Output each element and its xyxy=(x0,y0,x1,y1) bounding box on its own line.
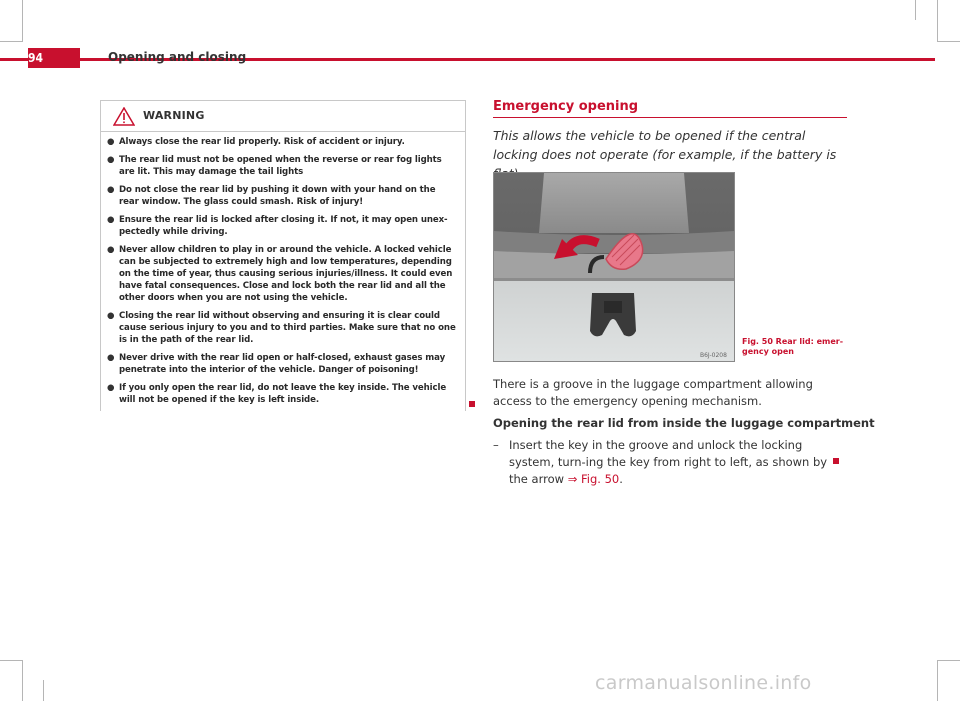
section-intro: This allows the vehicle to be opened if the central locking does not operate (for example, if the battery is xyxy=(493,128,837,162)
list-item: ● Never drive with the rear lid open or half-closed, exhaust gases may penetrate into the interior of the vehicle. Danger of poisoning! xyxy=(107,353,446,375)
section-title: Emergency opening xyxy=(493,99,639,114)
crop-mark xyxy=(22,0,23,42)
list-item: ● Always close the rear lid properly. Risk of accident or injury. xyxy=(107,137,405,147)
rear-lid-illustration xyxy=(494,173,734,361)
warning-header xyxy=(101,101,465,132)
warning-box xyxy=(100,100,466,411)
list-item: ● The rear lid must not be opened when the reverse or rear fog lights are lit. This may damage the tail lights xyxy=(107,155,442,177)
body-paragraph: There is a groove in the luggage compartment allowing access to the emergency opening mechanism. xyxy=(493,377,813,408)
crop-mark xyxy=(937,660,938,701)
warning-list xyxy=(101,132,465,406)
list-item: ● Ensure the rear lid is locked after closing it. If not, it may open unex-pectedly while driving. xyxy=(107,215,448,237)
section-rule xyxy=(493,117,847,118)
watermark: carmanualsonline.info xyxy=(595,672,812,694)
instruction-step xyxy=(493,437,843,488)
section-end-mark xyxy=(833,458,839,464)
step-text: Insert the key in the groove and unlock the locking system, turn-ing the key from right to left, as shown by the arrow xyxy=(509,438,828,486)
list-item: ● Closing the rear lid without observing and ensuring it is clear could cause serious injury to you and to third parties. Make sure that no one is in the path of the rear lid. xyxy=(107,311,456,345)
page-title: Opening and closing xyxy=(108,50,247,64)
crop-mark xyxy=(937,41,960,42)
crop-mark xyxy=(43,680,44,701)
figure-reference-link[interactable]: ⇒ Fig. 50 xyxy=(567,472,620,486)
crop-mark xyxy=(0,41,22,42)
list-item: ● Never allow children to play in or around the vehicle. A locked vehicle can be subjected to extremely high and low temperatures, depending on the time of year, thus causing serious injuries/illness. It could even have fatal consequences. Close and lock both the rear lid and all the other doors when you are not using the vehicle. xyxy=(107,245,453,303)
figure-caption: Fig. 50 Rear lid: emer-gency open xyxy=(742,337,844,356)
crop-mark xyxy=(0,660,22,661)
subheading: Opening the rear lid from inside the luggage compartment xyxy=(493,416,875,430)
crop-mark xyxy=(937,660,960,661)
figure-rear-lid xyxy=(493,172,735,362)
step-end: . xyxy=(619,472,623,486)
step-dash: – xyxy=(493,438,499,452)
warning-triangle-icon xyxy=(113,107,135,130)
page-number: 94 xyxy=(28,48,80,68)
warning-title: WARNING xyxy=(143,109,205,122)
crop-mark xyxy=(915,0,916,20)
crop-mark xyxy=(937,0,938,42)
list-item: ● If you only open the rear lid, do not leave the key inside. The vehicle will not be opened if the key is left inside. xyxy=(107,383,447,405)
figure-code: B6J-0208 xyxy=(700,352,727,359)
crop-mark xyxy=(22,660,23,701)
list-item: ● Do not close the rear lid by pushing it down with your hand on the rear window. The glass could smash. Risk of injury! xyxy=(107,185,436,207)
warning-end-mark xyxy=(469,401,475,407)
